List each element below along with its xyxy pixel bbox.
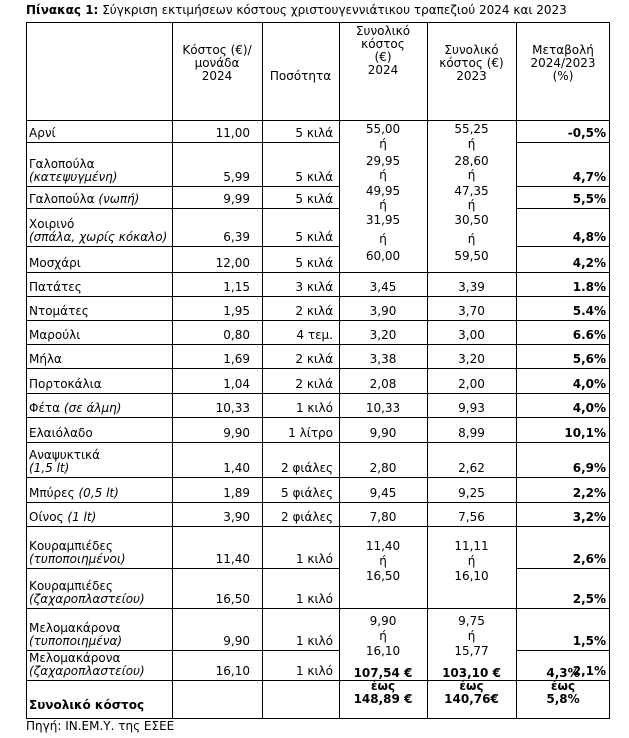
item-name: Πατάτες xyxy=(29,280,82,294)
quantity: 4 τεμ. xyxy=(296,328,333,342)
cost-2024: 31,95 xyxy=(365,213,401,227)
unit-price: 5,99 xyxy=(223,170,250,184)
row-divider-change-1 xyxy=(516,142,610,143)
change-percent: 2,6% xyxy=(572,552,606,566)
caption-label: Πίνακας 1: xyxy=(26,3,99,17)
quantity: 1 κιλό xyxy=(295,634,333,648)
column-divider-6 xyxy=(609,22,610,718)
quantity: 2 κιλά xyxy=(295,352,333,366)
row-divider-5 xyxy=(26,272,610,273)
row-divider-15 xyxy=(26,526,610,527)
header-change: Μεταβολή 2024/2023 (%) xyxy=(530,43,596,83)
quantity: 2 κιλά xyxy=(295,377,333,391)
total-2023: 103,10 € έως 140,76€ xyxy=(442,666,501,706)
change-percent: 5,6% xyxy=(572,352,606,366)
cost-2024: 3,20 xyxy=(369,328,397,342)
cost-2024: 29,95 xyxy=(365,154,401,168)
change-percent: 4,7% xyxy=(572,170,606,184)
row-divider-8 xyxy=(26,344,610,345)
cost-2024: 3,45 xyxy=(369,280,397,294)
item-name: Αρνί xyxy=(29,126,56,140)
cost-2023: 30,50 xyxy=(454,213,489,227)
or-connector: ή xyxy=(467,232,476,246)
change-percent: 6.6% xyxy=(572,328,606,342)
unit-price: 1,04 xyxy=(223,377,250,391)
total-label: Συνολικό κόστος xyxy=(29,698,145,712)
unit-price: 1,69 xyxy=(223,352,250,366)
row-divider-16 xyxy=(26,568,339,569)
change-percent: 4,8% xyxy=(572,230,606,244)
row-divider-13 xyxy=(26,477,610,478)
change-percent: 5.4% xyxy=(572,304,606,318)
item-name: Χοιρινό (σπάλα, χωρίς κόκαλο) xyxy=(29,217,168,244)
item-name: Γαλοπούλα (νωπή) xyxy=(29,192,140,206)
unit-price: 6,39 xyxy=(223,230,250,244)
row-divider-4 xyxy=(26,246,339,247)
or-connector: ή xyxy=(467,629,476,643)
unit-price: 9,99 xyxy=(223,192,250,206)
cost-2023: 16,10 xyxy=(454,569,489,583)
cost-2023: 59,50 xyxy=(454,249,489,263)
unit-price: 1,89 xyxy=(223,486,250,500)
cost-2023: 9,75 xyxy=(458,614,485,628)
column-divider-5 xyxy=(516,22,517,718)
change-percent: 3,2% xyxy=(572,510,606,524)
unit-price: 1,95 xyxy=(223,304,250,318)
header-unit-cost: Κόστος (€)/ μονάδα 2024 xyxy=(182,43,252,83)
quantity: 1 κιλό xyxy=(295,592,333,606)
item-name: Μελομακάρονα (ζαχαροπλαστείου) xyxy=(29,651,145,678)
quantity: 5 κιλά xyxy=(295,256,333,270)
or-connector: ή xyxy=(467,137,476,151)
change-percent: 5,5% xyxy=(572,192,606,206)
cost-2023: 11,11 xyxy=(454,539,489,553)
cost-2023: 47,35 xyxy=(454,184,489,198)
item-name: Ντομάτες xyxy=(29,304,89,318)
cost-2023: 3,39 xyxy=(458,280,485,294)
unit-price: 16,10 xyxy=(215,664,250,678)
quantity: 5 κιλά xyxy=(295,126,333,140)
or-connector: ή xyxy=(379,137,387,151)
row-divider-2 xyxy=(26,186,339,187)
quantity: 1 κιλό xyxy=(295,401,333,415)
item-name: Μαρούλι xyxy=(29,328,81,342)
or-connector: ή xyxy=(379,198,387,212)
table-caption xyxy=(26,3,567,17)
cost-2024: 7,80 xyxy=(369,510,397,524)
quantity: 3 κιλά xyxy=(295,280,333,294)
unit-price: 3,90 xyxy=(223,510,250,524)
total-change: 4,3% έως 5,8% xyxy=(546,666,580,706)
row-divider-10 xyxy=(26,393,610,394)
cost-2024: 9,45 xyxy=(369,486,397,500)
row-divider-change-16 xyxy=(516,568,610,569)
item-name: Κουραμπιέδες (τυποποιημένοι) xyxy=(29,539,126,566)
unit-price: 1,15 xyxy=(223,280,250,294)
row-divider-14 xyxy=(26,502,610,503)
item-name: Μήλα xyxy=(29,352,62,366)
unit-price: 16,50 xyxy=(215,592,250,606)
cost-2023: 9,25 xyxy=(458,486,485,500)
or-connector: ή xyxy=(379,232,387,246)
cost-2024: 55,00 xyxy=(365,122,401,136)
cost-2024: 16,50 xyxy=(365,569,401,583)
column-divider-4 xyxy=(427,22,428,718)
row-divider-6 xyxy=(26,296,610,297)
unit-price: 12,00 xyxy=(215,256,250,270)
cost-2023: 3,00 xyxy=(458,328,485,342)
change-percent: 4,2% xyxy=(572,256,606,270)
unit-price: 10,33 xyxy=(215,401,250,415)
quantity: 1 κιλό xyxy=(295,552,333,566)
or-connector: ή xyxy=(379,554,387,568)
item-name: Οίνος (1 lt) xyxy=(29,510,97,524)
item-name: Ελαιόλαδο xyxy=(29,426,93,440)
cost-2024: 3,90 xyxy=(369,304,397,318)
cost-2023: 3,70 xyxy=(458,304,485,318)
row-divider-11 xyxy=(26,417,610,418)
quantity: 5 κιλά xyxy=(295,170,333,184)
unit-price: 1,40 xyxy=(223,461,250,475)
item-name: Αναψυκτικά (1,5 lt) xyxy=(29,448,101,475)
item-name: Κουραμπιέδες (ζαχαροπλαστείου) xyxy=(29,579,145,606)
change-percent: -0,5% xyxy=(567,126,606,140)
row-divider-12 xyxy=(26,442,610,443)
change-percent: 4,0% xyxy=(572,377,606,391)
item-name: Φέτα (σε άλμη) xyxy=(29,401,122,415)
change-percent: 2,5% xyxy=(572,592,606,606)
or-connector: ή xyxy=(379,629,387,643)
cost-2023: 2,00 xyxy=(458,377,485,391)
header-total-2024: Συνολικό κόστος (€) 2024 xyxy=(355,24,411,77)
cost-2024: 2,08 xyxy=(369,377,397,391)
cost-2023: 8,99 xyxy=(458,426,485,440)
cost-2024: 11,40 xyxy=(365,539,401,553)
change-percent: 1,5% xyxy=(572,634,606,648)
cost-2023: 7,56 xyxy=(458,510,485,524)
cost-2023: 3,20 xyxy=(458,352,485,366)
cost-2023: 9,93 xyxy=(458,401,485,415)
or-connector: ή xyxy=(379,168,387,182)
or-connector: ή xyxy=(467,554,476,568)
column-divider-0 xyxy=(26,22,27,718)
cost-2024: 60,00 xyxy=(365,249,401,263)
row-divider-0 xyxy=(26,120,610,121)
item-name: Γαλοπούλα (κατεψυγμένη) xyxy=(29,157,118,184)
row-divider-3 xyxy=(26,208,339,209)
change-percent: 1.8% xyxy=(572,280,606,294)
quantity: 1 λίτρο xyxy=(288,426,333,440)
unit-price: 11,40 xyxy=(215,552,250,566)
header-quantity: Ποσότητα xyxy=(269,69,332,83)
change-percent: 2,2% xyxy=(572,486,606,500)
column-divider-3 xyxy=(339,22,340,718)
cost-2023: 15,77 xyxy=(454,644,489,658)
row-divider-7 xyxy=(26,320,610,321)
cost-2024: 9,90 xyxy=(369,614,397,628)
change-percent: 4,0% xyxy=(572,401,606,415)
quantity: 5 κιλά xyxy=(295,192,333,206)
cost-2024: 10,33 xyxy=(365,401,401,415)
change-percent: 6,9% xyxy=(572,461,606,475)
row-divider-change-4 xyxy=(516,246,610,247)
row-divider-17 xyxy=(26,608,610,609)
header-total-2023: Συνολικό κόστος (€) 2023 xyxy=(439,43,504,83)
cost-2024: 16,10 xyxy=(365,644,401,658)
source-note: Πηγή: ΙΝ.ΕΜ.Υ. της ΕΣΕΕ xyxy=(26,719,175,733)
column-divider-2 xyxy=(262,22,263,718)
row-divider-1 xyxy=(26,142,339,143)
item-name: Πορτοκάλια xyxy=(29,377,102,391)
table-top-border xyxy=(26,22,610,23)
cost-2024: 9,90 xyxy=(369,426,397,440)
unit-price: 0,80 xyxy=(223,328,250,342)
item-name: Μπύρες (0,5 lt) xyxy=(29,486,119,500)
change-percent: 10,1% xyxy=(564,426,606,440)
cost-2024: 3,38 xyxy=(369,352,397,366)
row-divider-9 xyxy=(26,368,610,369)
row-divider-change-2 xyxy=(516,186,610,187)
quantity: 5 κιλά xyxy=(295,230,333,244)
cost-2024: 2,80 xyxy=(369,461,397,475)
total-2024: 107,54 € έως 148,89 € xyxy=(353,666,413,706)
item-name: Μελομακάρονα (τυποποιημένα) xyxy=(29,621,123,648)
cost-2023: 2,62 xyxy=(458,461,485,475)
or-connector: ή xyxy=(467,168,476,182)
unit-price: 9,90 xyxy=(223,426,250,440)
cost-2023: 28,60 xyxy=(454,154,489,168)
column-divider-1 xyxy=(172,22,173,718)
row-divider-change-18 xyxy=(516,650,610,651)
cost-table xyxy=(26,22,610,718)
or-connector: ή xyxy=(467,198,476,212)
quantity: 2 κιλά xyxy=(295,304,333,318)
unit-price: 11,00 xyxy=(215,126,250,140)
cost-2024: 49,95 xyxy=(365,184,401,198)
cost-2023: 55,25 xyxy=(454,122,489,136)
quantity: 2 φιάλες xyxy=(281,510,333,524)
row-divider-change-3 xyxy=(516,208,610,209)
caption-text: Σύγκριση εκτιμήσεων κόστους χριστουγεννιάτικου τραπεζιού 2024 και 2023 xyxy=(102,3,567,17)
change-percent: 2,1% xyxy=(572,664,606,678)
quantity: 2 φιάλες xyxy=(281,461,333,475)
quantity: 1 κιλό xyxy=(295,664,333,678)
item-name: Μοσχάρι xyxy=(29,256,81,270)
quantity: 5 φιάλες xyxy=(281,486,333,500)
unit-price: 9,90 xyxy=(223,634,250,648)
